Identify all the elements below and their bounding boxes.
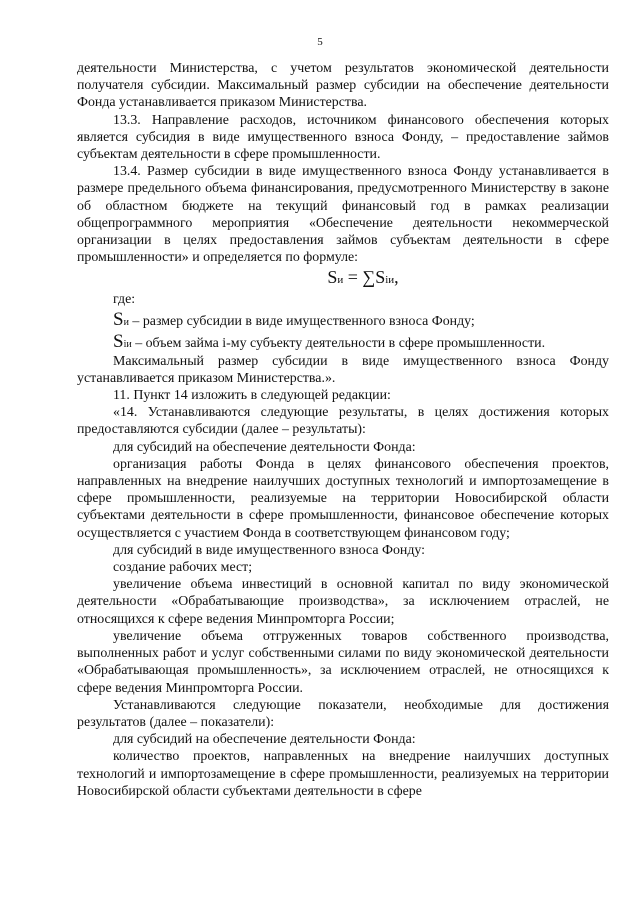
formula: [77, 266, 609, 291]
formula-sum-subscript: iи: [385, 274, 395, 287]
definition-s-text: – размер субсидии в виде имущественного взноса Фонду;: [128, 313, 475, 329]
paragraph-continuation: деятельности Министерства, с учетом результатов экономической деятельности получателя субсидии. Максимальный размер субсидии на обеспечение деятельности Фонда устанавливается приказом Министерства.: [77, 61, 609, 111]
document-body: [77, 60, 609, 800]
paragraph-investments: увеличение объема инвестиций в основной капитал по виду экономической деятельности «Обрабатывающие производства», за исключением отраслей, не относящихся к сфере ведения Минпромторга России;: [77, 577, 609, 627]
paragraph-jobs: создание рабочих мест;: [113, 560, 253, 576]
paragraph-max-size: Максимальный размер субсидии в виде имущественного взноса Фонду устанавливается приказом Министерства.».: [77, 353, 609, 386]
paragraph-14: «14. Устанавливаются следующие результаты, в целях достижения которых предоставляются субсидии (далее – результаты):: [77, 405, 609, 438]
where-label: где:: [113, 292, 136, 308]
paragraph-organization: организация работы Фонда в целях финансового обеспечения проектов, направленных на внедрение наилучших доступных технологий и импортозамещение в сфере промышленности, реализуемые на территории Новосибирской области субъектами деятельности в сфере промышленности, финансовое обеспечение которых осуществляется с участием Фонда в соответствующем финансовом году;: [77, 456, 609, 541]
paragraph-property-subsidies: для субсидий в виде имущественного взноса Фонду:: [113, 542, 426, 558]
definition-sii-text: – объем займа i-му субъекту деятельности в сфере промышленности.: [131, 335, 546, 351]
formula-sum: = ∑S: [343, 267, 386, 288]
paragraph-item-11: 11. Пункт 14 изложить в следующей редакции:: [113, 388, 391, 404]
definition-s-i: [77, 308, 609, 331]
definition-s-symbol: Sи: [113, 308, 129, 330]
paragraph-indicators: Устанавливаются следующие показатели, необходимые для достижения результатов (далее – показатели):: [77, 697, 609, 730]
page-number: 5: [317, 36, 323, 48]
formula-subscript: и: [337, 274, 344, 287]
paragraph-shipped-goods: увеличение объема отгруженных товаров собственного производства, выполненных работ и услуг собственными силами по виду экономической деятельности «Обрабатывающая промышленность», за исключением отраслей, не относящихся к сфере ведения Минпромторга России.: [77, 628, 609, 696]
formula-s: S: [327, 267, 338, 288]
paragraph-13-3: 13.3. Направление расходов, источником финансового обеспечения которых является субсидия в виде имущественного взноса Фонду, – предоставление займов субъектам деятельности в сфере промышленности.: [77, 112, 609, 163]
paragraph-fund-subsidies-2: для субсидий на обеспечение деятельности Фонда:: [113, 732, 416, 748]
definition-s-ii: [77, 330, 609, 353]
paragraph-fund-subsidies: для субсидий на обеспечение деятельности Фонда:: [113, 439, 416, 455]
paragraph-13-4: 13.4. Размер субсидии в виде имущественного взноса Фонду устанавливается в размере предельного объема финансирования, предусмотренного Министерству в законе об областном бюджете на текущий финансовый год в рамках реализации общепрограммного мероприятия «Обеспечение деятельности некоммерческой организации в целях предоставления займов субъектам деятельности в сфере промышленности» и определяется по формуле:: [77, 164, 609, 266]
formula-comma: ,: [394, 267, 399, 288]
definition-sii-symbol: Siи: [113, 330, 132, 352]
paragraph-projects-count: количество проектов, направленных на внедрение наилучших доступных технологий и импортозамещение в сфере промышленности, реализуемых на территории Новосибирской области субъектами деятельности в сфере: [77, 749, 609, 799]
